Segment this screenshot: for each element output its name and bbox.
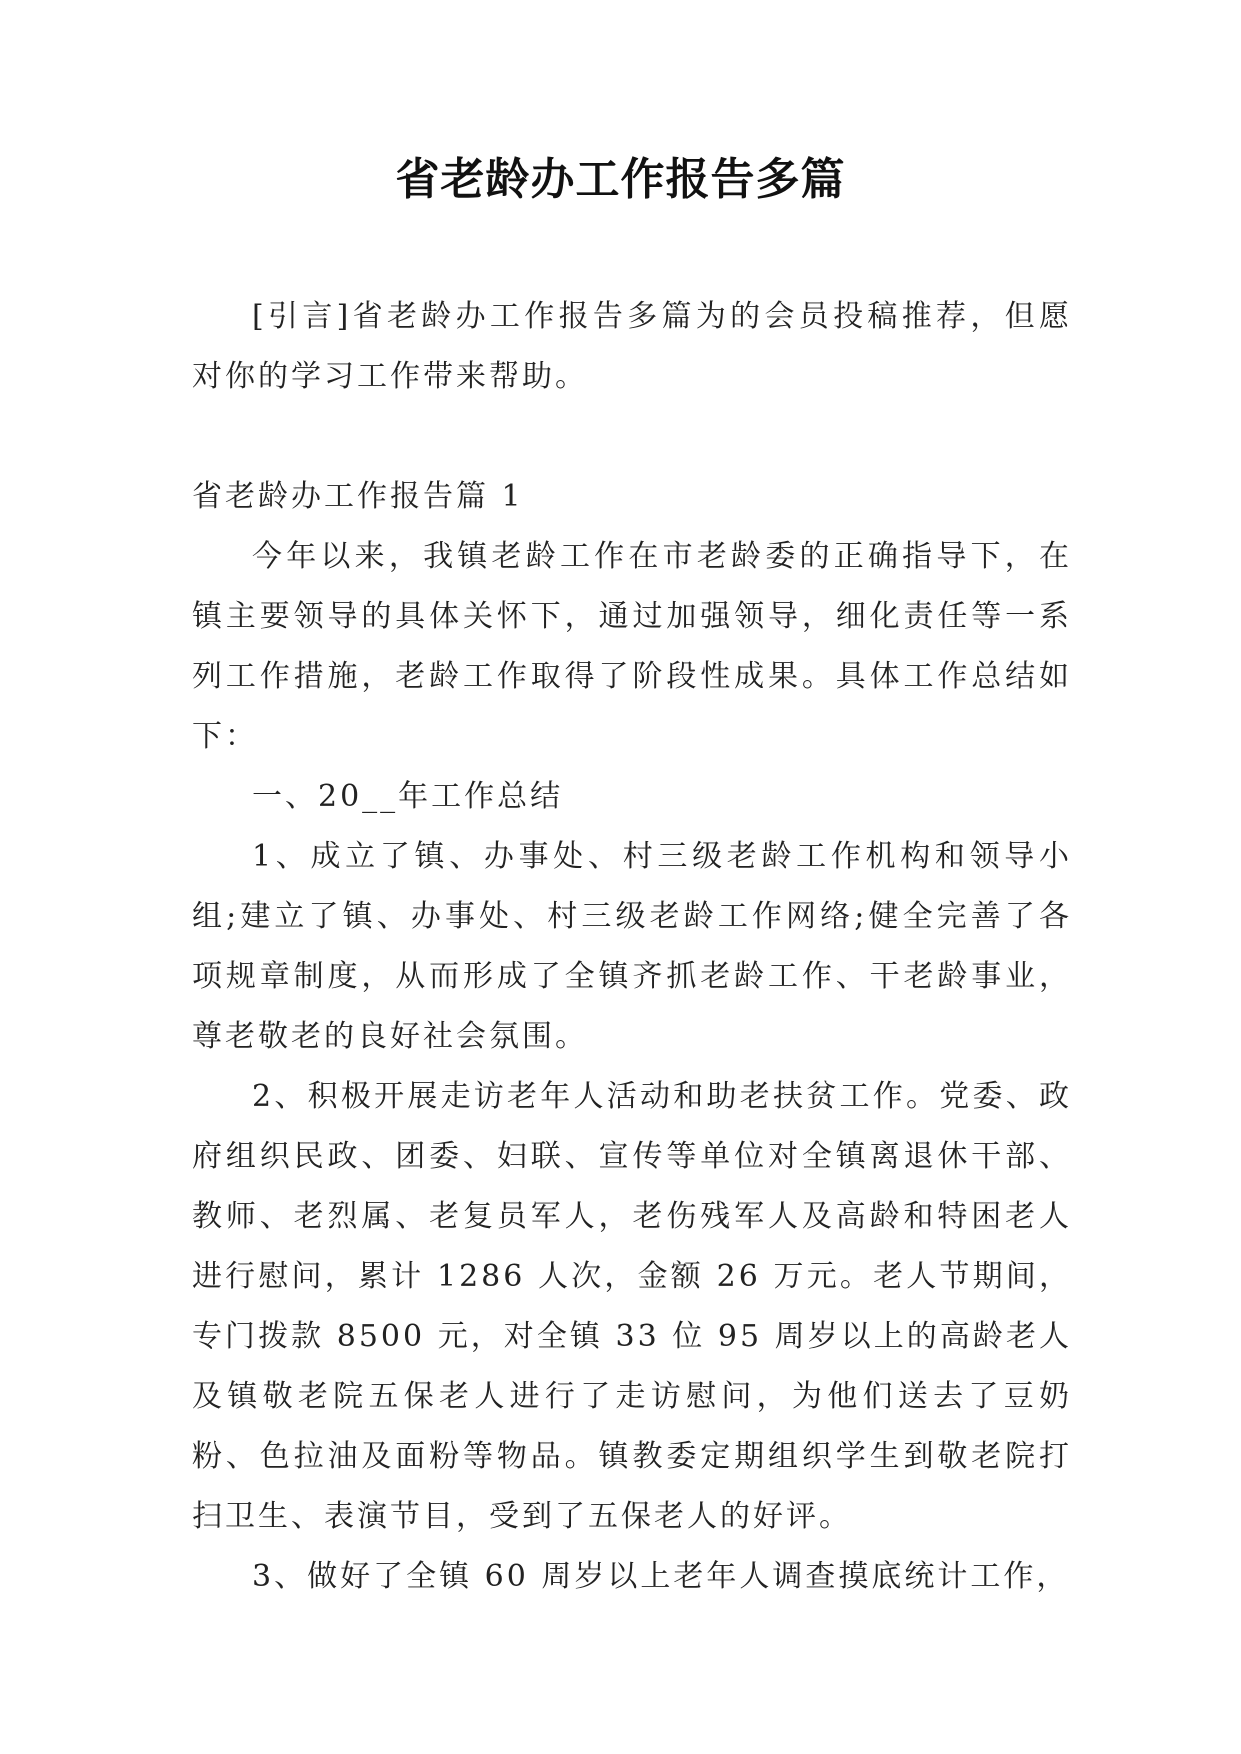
section-heading: 省老龄办工作报告篇 1: [192, 479, 524, 514]
paragraph-gap: [192, 407, 1072, 467]
body-paragraph: 一、20__年工作总结: [252, 779, 564, 814]
body-paragraph: 2、积极开展走访老年人活动和助老扶贫工作。党委、政府组织民政、团委、妇联、宣传等单位对全镇离退休干部、教师、老烈属、老复员军人，老伤残军人及高龄和特困老人进行慰问，累计 1286 人次，金额 26 万元。老人节期间，专门拨款 8500 元，对全镇 33 位 95 周岁以上的高龄老人及镇敬老院五保老人进行了走访慰问，为他们送去了豆奶粉、色拉油及面粉等物品。镇教委定期组织学生到敬老院打扫卫生、表演节目，受到了五保老人的好评。: [192, 1079, 1072, 1534]
document-title: 省老龄办工作报告多篇: [395, 154, 846, 205]
document-body: [192, 287, 1072, 1607]
body-paragraph: 1、成立了镇、办事处、村三级老龄工作机构和领导小组;建立了镇、办事处、村三级老龄工作网络;健全完善了各项规章制度，从而形成了全镇齐抓老龄工作、干老龄事业，尊老敬老的良好社会氛围。: [192, 839, 1072, 1054]
intro-paragraph: [引言]省老龄办工作报告多篇为的会员投稿推荐，但愿对你的学习工作带来帮助。: [192, 299, 1072, 394]
body-paragraph: 3、做好了全镇 60 周岁以上老年人调查摸底统计工作，: [252, 1559, 1070, 1594]
body-paragraph: 今年以来，我镇老龄工作在市老龄委的正确指导下，在镇主要领导的具体关怀下，通过加强领导，细化责任等一系列工作措施，老龄工作取得了阶段性成果。具体工作总结如下：: [192, 539, 1072, 754]
